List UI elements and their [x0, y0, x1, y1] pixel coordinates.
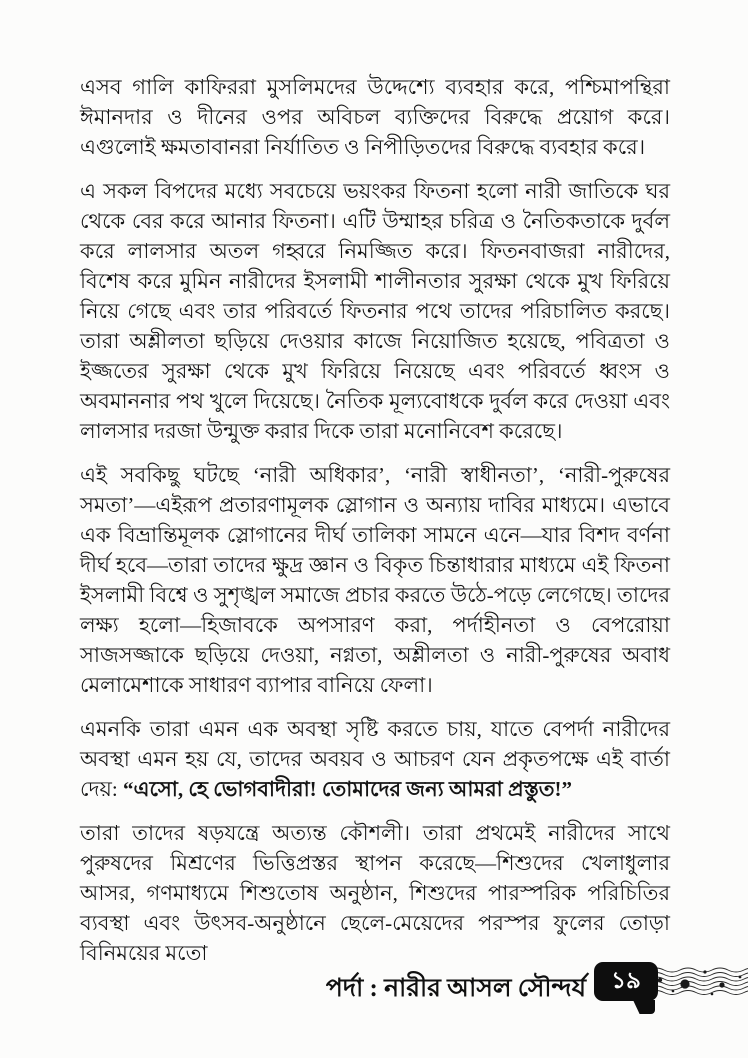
paragraph-2: এ সকল বিপদের মধ্যে সবচেয়ে ভয়ংকর ফিতনা হলো নারী জাতিকে ঘর থেকে বের করে আনার ফিতনা। এটি উম্মাহর চরিত্র ও নৈতিকতাকে দুর্বল করে লালসার অতল গহ্বরে নিমজ্জিত করে। ফিতনবাজরা নারীদের, বিশেষ করে মুমিন নারীদের ইসলামী শালীনতার সুরক্ষা থেকে মুখ ফিরিয়ে নিয়ে গেছে এবং তার পরিবর্তে ফিতনার পথে তাদের পরিচালিত করছে। তারা অশ্লীলতা ছড়িয়ে দেওয়ার কাজে নিয়োজিত হয়েছে, পবিত্রতা ও ইজ্জতের সুরক্ষা থেকে মুখ ফিরিয়ে নিয়েছে এবং পরিবর্তে ধ্বংস ও অবমাননার পথ খুলে দিয়েছে। নৈতিক মূল্যবোধকে দুর্বল করে দেওয়া এবং লালসার দরজা উন্মুক্ত করার দিকে তারা মনোনিবেশ করেছে। — [80, 179, 670, 443]
wavy-lines-decoration-icon — [648, 965, 748, 1003]
paragraph-1: এসব গালি কাফিররা মুসলিমদের উদ্দেশ্যে ব্যবহার করে, পশ্চিমাপন্থিরা ঈমানদার ও দীনের ওপর অবিচল ব্যক্তিদের বিরুদ্ধে প্রয়োগ করে। এগুলোই ক্ষমতাবানরা নির্যাতিত ও নিপীড়িতদের বিরুদ্ধে ব্যবহার করে। — [80, 75, 670, 159]
paragraph-3: এই সবকিছু ঘটছে ‘নারী অধিকার’, ‘নারী স্বাধীনতা’, ‘নারী-পুরুষের সমতা’—এইরূপ প্রতারণামূলক স্লোগান ও অন্যায় দাবির মাধ্যমে। এভাবে এক বিভ্রান্তিমূলক স্লোগানের দীর্ঘ তালিকা সামনে এনে—যার বিশদ বর্ণনা দীর্ঘ হবে—তারা তাদের ক্ষুদ্র জ্ঞান ও বিকৃত চিন্তাধারার মাধ্যমে এই ফিতনা ইসলামী বিশ্বে ও সুশৃঙ্খল সমাজে প্রচার করতে উঠে-পড়ে লেগেছে। তাদের লক্ষ্য হলো—হিজাবকে অপসারণ করা, পর্দাহীনতা ও বেপরোয়া সাজসজ্জাকে ছড়িয়ে দেওয়া, নগ্নতা, অশ্লীলতা ও নারী-পুরুষের অবাধ মেলামেশাকে সাধারণ ব্যাপার বানিয়ে ফেলা। — [80, 463, 670, 697]
paragraph-5: তারা তাদের ষড়যন্ত্রে অত্যন্ত কৌশলী। তারা প্রথমেই নারীদের সাথে পুরুষদের মিশ্রণের ভিত্তিপ্রস্তর স্থাপন করেছে—শিশুদের খেলাধুলার আসর, গণমাধ্যমে শিশুতোষ অনুষ্ঠান, শিশুদের পারস্পরিক পরিচিতির ব্যবস্থা এবং উৎসব-অনুষ্ঠানে ছেলে-মেয়েদের পরস্পর ফুলের তোড়া বিনিময়ের মতো — [80, 821, 670, 965]
page-number-badge — [594, 962, 658, 1001]
page-body — [80, 72, 670, 982]
paragraph-4 — [80, 714, 670, 804]
emphasized-quote: “এসো, হে ভোগবাদীরা! তোমাদের জন্য আমরা প্রস্তুত!” — [123, 777, 573, 801]
page-footer — [0, 956, 748, 1020]
running-footer-title: পর্দা : নারীর আসল সৌন্দর্য — [325, 975, 586, 1002]
page-number: ১৯ — [611, 967, 641, 993]
paragraph-4-lead: এমনকি তারা এমন এক অবস্থা সৃষ্টি করতে চায়, যাতে বেপর্দা নারীদের অবস্থা এমন হয় যে, তাদের অবয়ব ও আচরণ যেন প্রকৃতপক্ষে এই বার্তা দেয়: — [80, 717, 670, 801]
